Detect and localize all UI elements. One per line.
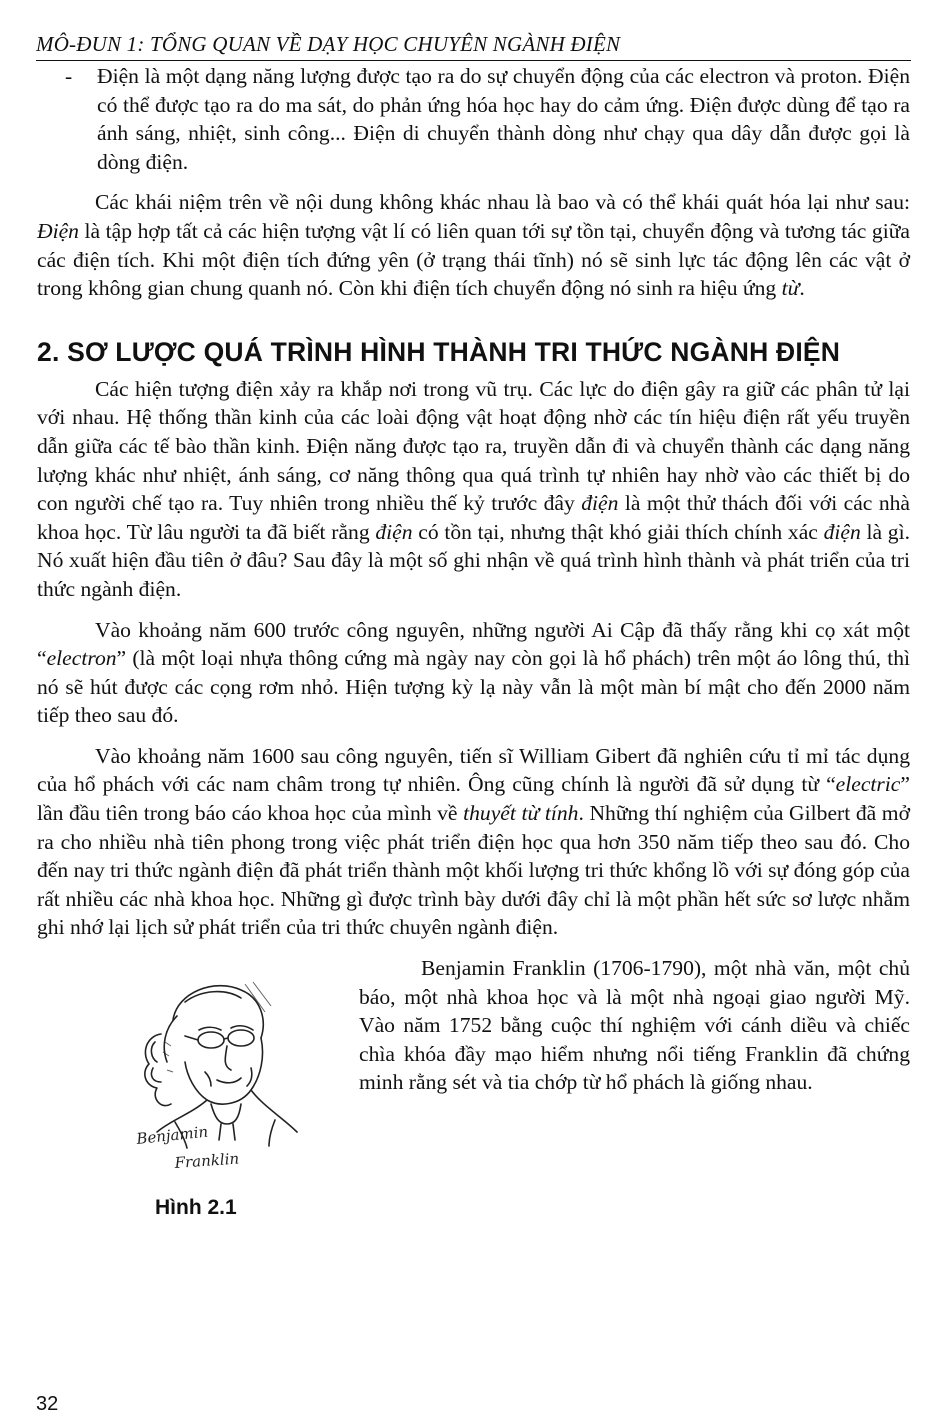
- franklin-section: [37, 954, 910, 1254]
- bullet-dash: -: [65, 64, 73, 88]
- franklin-paragraph: Benjamin Franklin (1706-1790), một nhà văn, một chủ báo, một nhà khoa học và là một nhà ngoại giao người Mỹ. Vào năm 1752 bằng cuộc thí nghiệm với cánh diều và chiếc chìa khóa đầy mạo hiểm nhưng nổi tiếng Franklin đã chứng minh rằng sét và tia chớp từ hổ phách là giống nhau.: [359, 956, 910, 1095]
- franklin-signature-line2: Franklin: [174, 1149, 240, 1173]
- history-paragraph-1: Các hiện tượng điện xảy ra khắp nơi trong vũ trụ. Các lực do điện gây ra giữ các phân tử lại với nhau. Hệ thống thần kinh của các loài động vật hoạt động nhờ các tín hiệu điện rất yếu truyền dẫn giữa các tế bào thần kinh. Điện năng được tạo ra, truyền dẫn đi và chuyển thành các dạng năng lượng khác như nhiệt, ánh sáng, cơ năng thông qua quá trình tự nhiên hay nhờ vào các thiết bị do con người chế tạo ra. Tuy nhiên trong nhiều thế kỷ trước đây điện là một thử thách đối với các nhà khoa học. Từ lâu người ta đã biết rằng điện có tồn tại, nhưng thật khó giải thích chính xác điện là gì. Nó xuất hiện đầu tiên ở đâu? Sau đây là một số ghi nhận về quá trình hình thành và phát triển của tri thức ngành điện.: [37, 376, 911, 601]
- running-header: MÔ-ĐUN 1: TỔNG QUAN VỀ DẠY HỌC CHUYÊN NGÀNH ĐIỆN: [36, 32, 911, 61]
- history-paragraph-2: Vào khoảng năm 600 trước công nguyên, những người Ai Cập đã thấy rằng khi cọ xát một “electron” (là một loại nhựa thông cứng mà ngày nay còn gọi là hổ phách) trên một áo lông thú, thì nó sẽ hút được các cọng rơm nhỏ. Hiện tượng kỳ lạ này vẫn là một màn bí mật cho đến 2000 năm tiếp theo sau đó.: [37, 617, 910, 728]
- emphasis-dien: Điện: [37, 218, 79, 243]
- bullet-text: Điện là một dạng năng lượng được tạo ra do sự chuyển động của các electron và proton. Điện có thể được tạo ra do ma sát, do phản ứng hóa học hay do cảm ứng. Điện được dùng để tạo ra ánh sáng, nhiệt, sinh công... Điện di chuyển thành dòng như chạy qua dây dẫn được gọi là dòng điện.: [97, 64, 910, 174]
- figure-caption: Hình 2.1: [155, 1196, 237, 1220]
- bullet-item: [37, 62, 910, 176]
- history-paragraph-3: Vào khoảng năm 1600 sau công nguyên, tiến sĩ William Gibert đã nghiên cứu tỉ mỉ tác dụng của hổ phách với các nam châm trong tự nhiên. Ông cũng chính là người đã sử dụng từ “electric” lần đầu tiên trong báo cáo khoa học của mình về thuyết từ tính. Những thí nghiệm của Gilbert đã mở ra cho nhiều nhà tiên phong trong việc phát triển điện học qua hơn 350 năm tiếp theo sau đó. Cho đến nay tri thức ngành điện đã phát triển thành một khối lượng tri thức khổng lồ với sự đóng góp của rất nhiều các nhà khoa học. Những gì được trình bày dưới đây chỉ là một phần hết sức sơ lược nhằm ghi nhớ lại lịch sử phát triển của tri thức chuyên ngành điện.: [37, 743, 911, 940]
- franklin-signature-line1: Benjamin: [135, 1122, 209, 1149]
- franklin-text-block: [359, 954, 910, 1097]
- emphasis-tu: từ: [781, 276, 800, 301]
- page-content: [37, 62, 910, 1254]
- section-heading: 2. SƠ LƯỢC QUÁ TRÌNH HÌNH THÀNH TRI THỨC NGÀNH ĐIỆN: [37, 336, 841, 367]
- summary-paragraph: Các khái niệm trên về nội dung không khác nhau là bao và có thể khái quát hóa lại như sau: Điện là tập hợp tất cả các hiện tượng vật lí có liên quan tới sự tồn tại, chuyển động và tương tác giữa các điện tích. Khi một điện tích đứng yên (ở trạng thái tĩnh) nó sẽ sinh lực tác động lên các vật ở trong không gian chung quanh nó. Còn khi điện tích chuyển động nó sinh ra hiệu ứng từ.: [37, 190, 910, 301]
- page-number: 32: [36, 1393, 59, 1415]
- franklin-portrait: [115, 972, 315, 1178]
